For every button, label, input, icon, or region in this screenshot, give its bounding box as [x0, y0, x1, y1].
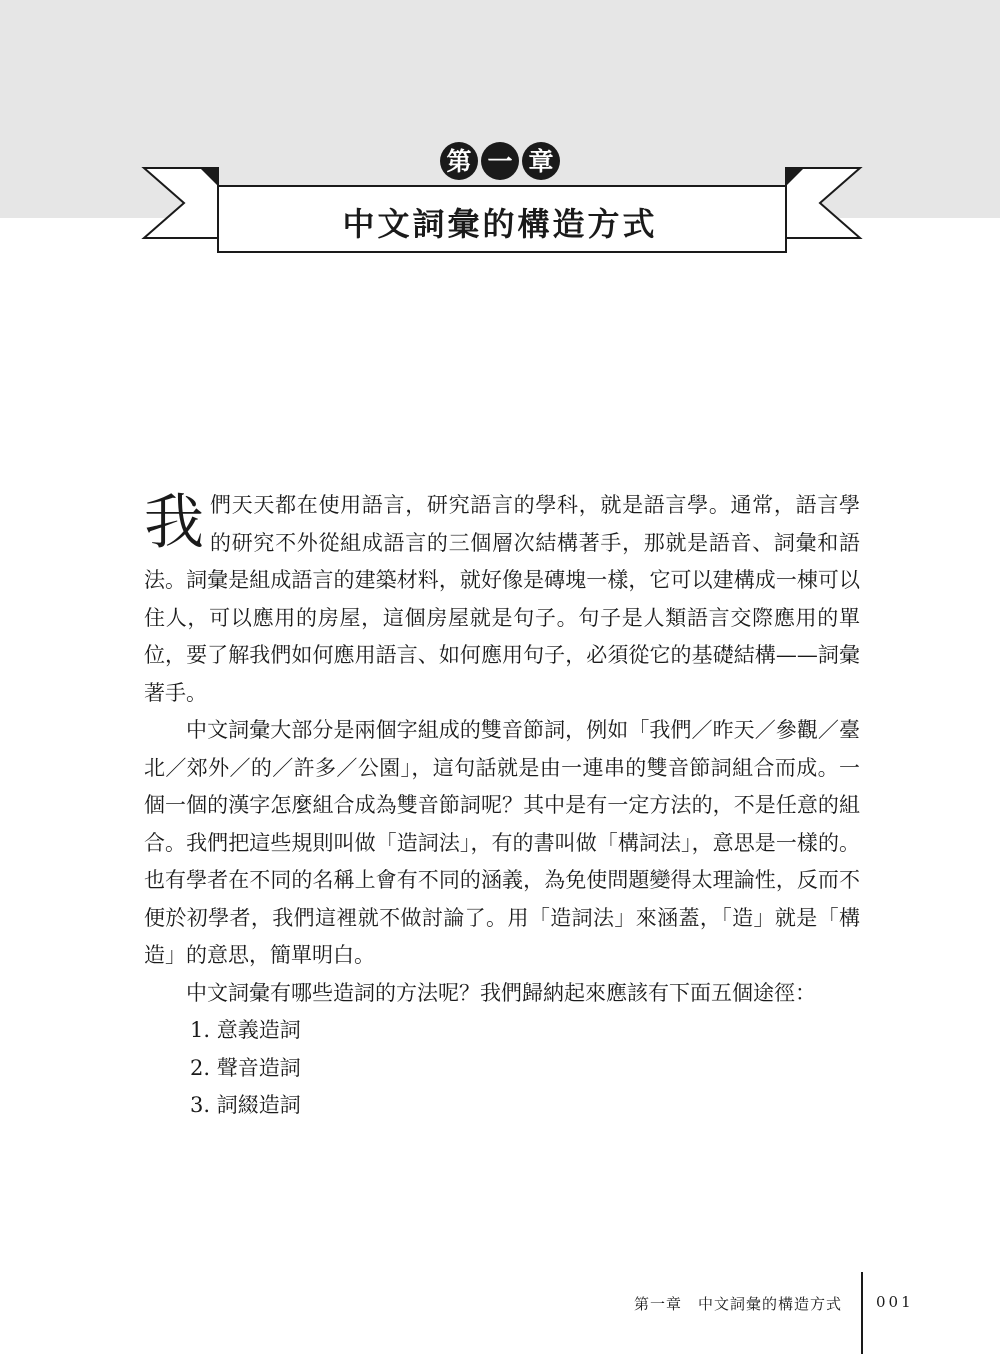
ribbon-left-tail: [144, 168, 218, 238]
body-text: [144, 487, 860, 1125]
list-item: 1. 意義造詞: [190, 1018, 301, 1042]
footer-divider: [861, 1272, 863, 1354]
page-number: 001: [876, 1293, 914, 1311]
paragraph-2: 中文詞彙大部分是兩個字組成的雙音節詞，例如「我們／昨天／參觀／臺北／郊外／的／許多／公園」，這句話就是由一連串的雙音節詞組合而成。一個一個的漢字怎麼組合成為雙音節詞呢？其中是有一定方法的，不是任意的組合。我們把這些規則叫做「造詞法」，有的書叫做「構詞法」，意思是一樣的。也有學者在不同的名稱上會有不同的涵義，為免使問題變得太理論性，反而不便於初學者，我們這裡就不做討論了。用「造詞法」來涵蓋，「造」就是「構造」的意思，簡單明白。: [144, 718, 860, 967]
paragraph-1: [144, 487, 860, 712]
chapter-badge: 第: [440, 142, 478, 180]
chapter-badge: 一: [481, 142, 519, 180]
method-list: [144, 1012, 860, 1125]
chapter-title: 中文詞彙的構造方式: [342, 205, 658, 243]
ribbon-right-tail: [786, 168, 860, 238]
list-item: 3. 詞綴造詞: [190, 1093, 301, 1117]
chapter-badge: 章: [522, 142, 560, 180]
paragraph-1-text: 們天天都在使用語言，研究語言的學科，就是語言學。通常，語言學的研究不外從組成語言的三個層次結構著手，那就是語音、詞彙和語法。詞彙是組成語言的建築材料，就好像是磚塊一樣，它可以建構成一棟可以住人，可以應用的房屋，這個房屋就是句子。句子是人類語言交際應用的單位，要了解我們如何應用語言、如何應用句子，必須從它的基礎結構——詞彙著手。: [144, 493, 860, 705]
drop-cap: 我: [144, 488, 204, 558]
list-item: 2. 聲音造詞: [190, 1055, 301, 1080]
running-title: 第一章 中文詞彙的構造方式: [633, 1295, 842, 1313]
paragraph-3: 中文詞彙有哪些造詞的方法呢？我們歸納起來應該有下面五個途徑：: [186, 980, 816, 1005]
chapter-badges: [440, 142, 564, 182]
